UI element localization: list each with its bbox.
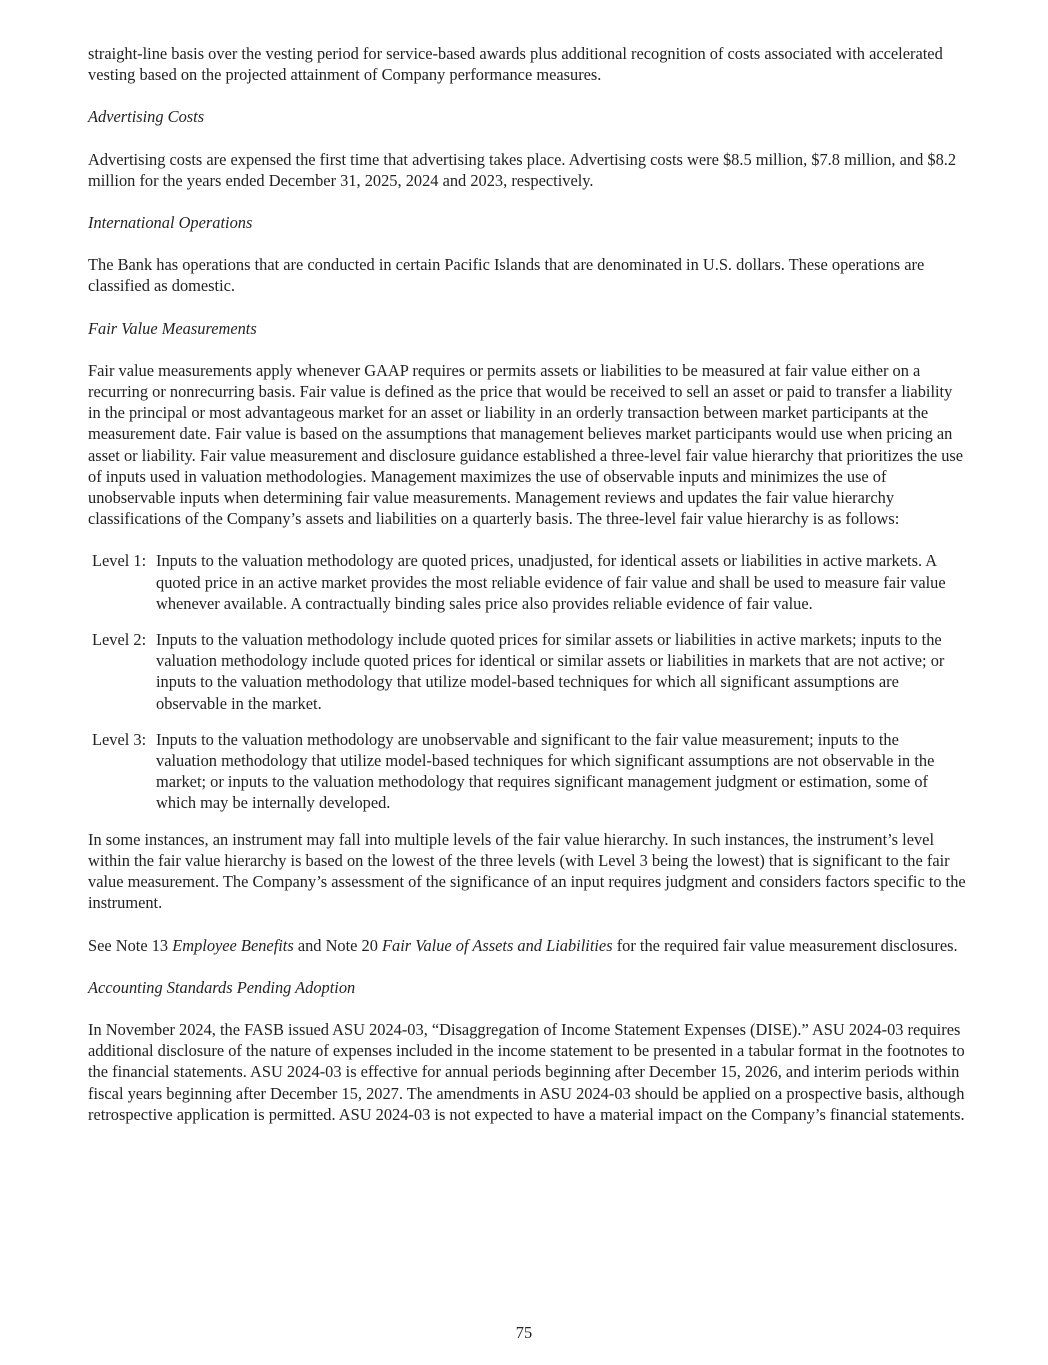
level-description: Inputs to the valuation methodology are quoted prices, unadjusted, for identical assets or liabilities in active markets. A quoted price in an active market provides the most reliable evidence of fair value and shall be used to measure fair value whenever available. A contractually binding sales price also provides reliable evidence of fair value. — [156, 551, 946, 613]
see-note-text-3: for the required fair value measurement disclosures. — [612, 935, 958, 955]
employee-benefits-reference: Employee Benefits — [172, 935, 294, 955]
pending-adoption-heading: Accounting Standards Pending Adoption — [88, 977, 356, 997]
hierarchy-level-2 — [88, 629, 968, 714]
fair-value-assets-reference: Fair Value of Assets and Liabilities — [382, 935, 613, 955]
level-label: Level 1: — [92, 551, 147, 571]
advertising-costs-paragraph: Advertising costs are expensed the first time that advertising takes place. Advertising costs were $8.5 million, $7.8 million, and $8.2 million for the years ended December 31, 2025, 2024 and 2023, respectively. — [88, 149, 957, 190]
see-note-text-1: See Note 13 — [88, 935, 173, 955]
document-page — [88, 43, 968, 1146]
hierarchy-level-1 — [88, 550, 968, 614]
level-description: Inputs to the valuation methodology are unobservable and significant to the fair value measurement; inputs to the valuation methodology that utilize model-based techniques for which significant assumptions are not observable in the market; or inputs to the valuation methodology that requires significant management judgment or estimation, some of which may be internally developed. — [156, 729, 935, 813]
advertising-costs-heading: Advertising Costs — [88, 107, 205, 127]
level-label: Level 2: — [92, 630, 147, 650]
fair-value-heading: Fair Value Measurements — [88, 318, 257, 338]
page-number: 75 — [515, 1323, 533, 1342]
international-operations-heading: International Operations — [88, 213, 253, 233]
see-note-text-2: and Note 20 — [293, 935, 383, 955]
fair-value-hierarchy-list — [88, 550, 968, 813]
fair-value-paragraph: Fair value measurements apply whenever GAAP requires or permits assets or liabilities to be measured at fair value either on a recurring or nonrecurring basis. Fair value is defined as the price that would be received to sell an asset or paid to transfer a liability in the principal or most advantageous market for an asset or liability in an orderly transaction between market participants at the measurement date. Fair value is based on the assumptions that management believes market participants would use when pricing an asset or liability. Fair value measurement and disclosure guidance established a three-level fair value hierarchy that prioritizes the use of inputs used in valuation methodologies. Management maximizes the use of observable inputs and minimizes the use of unobservable inputs when determining fair value measurements. Management reviews and updates the fair value hierarchy classifications of the Company’s assets and liabilities on a quarterly basis. The three-level fair value hierarchy is as follows: — [88, 360, 964, 529]
pending-adoption-paragraph: In November 2024, the FASB issued ASU 2024-03, “Disaggregation of Income Statement Expenses (DISE).” ASU 2024-03 requires additional disclosure of the nature of expenses included in the income statement to be presented in a tabular format in the footnotes to the financial statements. ASU 2024-03 is effective for annual periods beginning after December 15, 2026, and interim periods within fiscal years beginning after December 15, 2027. The amendments in ASU 2024-03 should be applied on a prospective basis, although retrospective application is permitted. ASU 2024-03 is not expected to have a material impact on the Company’s financial statements. — [88, 1019, 965, 1124]
international-operations-paragraph: The Bank has operations that are conducted in certain Pacific Islands that are denominated in U.S. dollars. These operations are classified as domestic. — [88, 255, 925, 296]
level-description: Inputs to the valuation methodology include quoted prices for similar assets or liabilities in active markets; inputs to the valuation methodology include quoted prices for identical or similar assets or liabilities in markets that are not active; or inputs to the valuation methodology that utilize model-based techniques for which all significant assumptions are observable in the market. — [156, 630, 945, 713]
hierarchy-level-3 — [88, 729, 968, 814]
multiple-levels-paragraph: In some instances, an instrument may fall into multiple levels of the fair value hierarchy. In such instances, the instrument’s level within the fair value hierarchy is based on the lowest of the three levels (with Level 3 being the lowest) that is significant to the fair value measurement. The Company’s assessment of the significance of an input requires judgment and considers factors specific to the instrument. — [88, 829, 966, 913]
intro-continuation-paragraph: straight-line basis over the vesting period for service-based awards plus additional recognition of costs associated with accelerated vesting based on the projected attainment of Company performance measures. — [88, 44, 943, 85]
see-note-paragraph — [88, 935, 968, 956]
level-label: Level 3: — [92, 729, 147, 749]
